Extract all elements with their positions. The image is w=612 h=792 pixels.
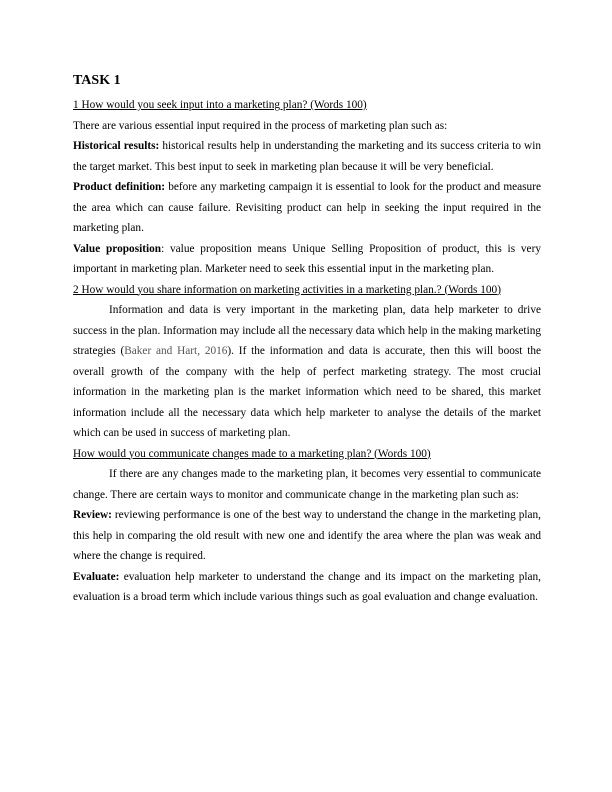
text-evaluate: evaluation help marketer to understand the change and its impact on the marketing plan, evaluation is a broad term which include various things such as goal evaluation and change evaluation. <box>73 570 541 603</box>
document-page <box>73 72 541 608</box>
input-item-value-proposition <box>73 239 541 280</box>
question-1-intro: There are various essential input required in the process of marketing plan such as: <box>73 119 448 132</box>
term-historical-results: Historical results: <box>73 140 160 152</box>
question-1-heading: 1 How would you seek input into a marketing plan? (Words 100) <box>73 99 367 111</box>
input-item-product-definition <box>73 177 541 239</box>
question-2-text-end: ). If the information and data is accurate, then this will boost the overall growth of the company with the help of perfect marketing strategy. The most crucial information in the marketing plan is the market information which need to be shared, this market information include all the necessary data which help marketer to analyse the details of the market which can be used in success of marketing plan. <box>73 345 542 439</box>
change-item-evaluate <box>73 567 541 608</box>
question-2-heading: 2 How would you share information on marketing activities in a marketing plan.? (Words 100) <box>73 283 501 296</box>
question-3-intro: If there are any changes made to the marketing plan, it becomes very essential to communicate change. There are certain ways to monitor and communicate change in the marketing plan such as: <box>73 468 541 501</box>
change-item-review <box>73 505 541 567</box>
citation: Baker and Hart, 2016 <box>124 345 228 357</box>
text-review: reviewing performance is one of the best way to understand the change in the marketing plan, this help in comparing the old result with new one and identify the area where the plan was weak and where the change is required. <box>73 509 541 562</box>
term-evaluate: Evaluate: <box>73 570 120 583</box>
term-product-definition: Product definition: <box>73 181 166 193</box>
question-2-text-start: Information and data is very important in the marketing plan, data help marketer to drive success in the plan. Information may include all the necessary data which help in the making marketing strategies ( <box>73 304 541 357</box>
input-item-historical-results <box>73 136 541 177</box>
text-historical-results: historical results help in understanding the marketing and its success criteria to win the target market. This best input to seek in marketing plan because it will be very beneficial. <box>73 140 541 173</box>
question-3-heading: How would you communicate changes made to a marketing plan? (Words 100) <box>73 447 431 460</box>
term-review: Review: <box>73 509 112 521</box>
question-2-paragraph <box>73 300 541 444</box>
term-value-proposition: Value proposition <box>73 242 162 255</box>
text-product-definition: before any marketing campaign it is essential to look for the product and measure the area which can cause failure. Revisiting product can help in seeking the input required in the marketing plan. <box>73 181 541 234</box>
task-title: TASK 1 <box>73 73 121 88</box>
text-value-proposition: : value proposition means Unique Selling Proposition of product, this is very important in marketing plan. Marketer need to seek this essential input in the marketing plan. <box>73 242 541 275</box>
